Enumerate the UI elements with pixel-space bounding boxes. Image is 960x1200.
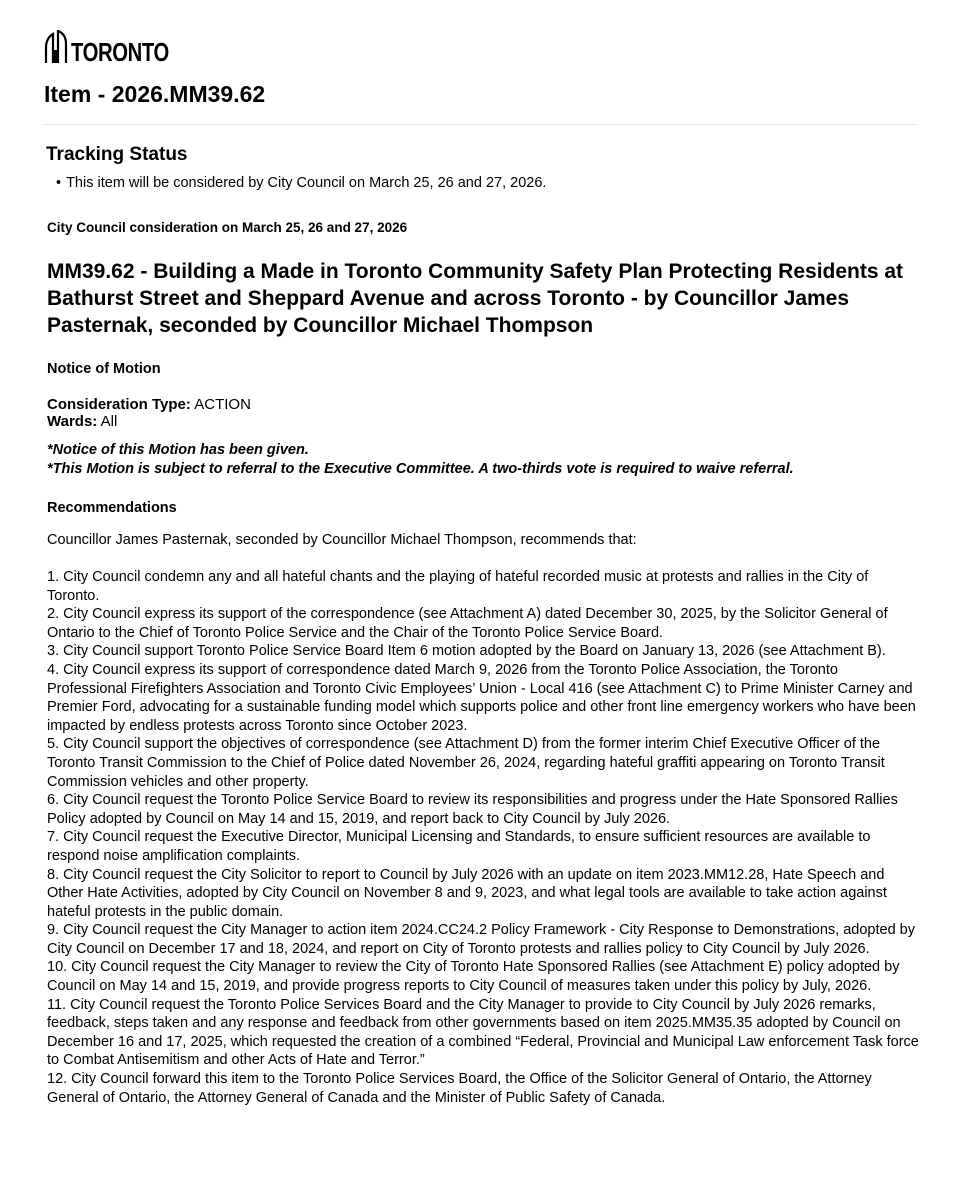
recommendation-item: 6. City Council request the Toronto Police Service Board to review its responsibilities and progress under the Hate Sponsored Rallies Policy adopted by Council on May 14 and 15, 2019, and report back to City Council by July 2026. [47, 792, 898, 827]
recommendation-item: 9. City Council request the City Manager to action item 2024.CC24.2 Policy Framework - City Response to Demonstrations, adopted by City Council on December 17 and 18, 2024, and report on City of Toronto protests and rallies policy to City Council by July 2026. [47, 922, 915, 957]
tracking-status-list [56, 174, 546, 192]
recommendation-item: 2. City Council express its support of the correspondence (see Attachment A) dated December 30, 2025, by the Solicitor General of Ontario to the Chief of Toronto Police Service and the Chair of the Toronto Police Service Board. [47, 606, 888, 641]
divider [44, 124, 918, 125]
consideration-type-value: ACTION [194, 396, 251, 413]
city-hall-icon [44, 30, 68, 64]
recommendations-intro: Councillor James Pasternak, seconded by Councillor Michael Thompson, recommends that: [47, 532, 637, 548]
consideration-type-key: Consideration Type: [47, 396, 191, 413]
recommendation-item: 12. City Council forward this item to the Toronto Police Services Board, the Office of the Solicitor General of Ontario, the Attorney General of Ontario, the Attorney General of Canada and the Minister of Public Safety of Canada. [47, 1071, 872, 1106]
recommendation-item: 10. City Council request the City Manager to review the City of Toronto Hate Sponsored Rallies (see Attachment E) policy adopted by Council on May 14 and 15, 2019, and provide progress reports to City Council of measures taken under this policy by July, 2026. [47, 959, 900, 995]
motion-note: *This Motion is subject to referral to the Executive Committee. A two-thirds vote is required to waive referral. [47, 460, 794, 477]
motion-notes [47, 441, 794, 478]
recommendation-item: 8. City Council request the City Solicitor to report to Council by July 2026 with an update on item 2023.MM12.28, Hate Speech and Other Hate Activities, adopted by City Council on November 8 and 9, 2023, and what legal tools are available to take action against hateful protests in the public domain. [47, 866, 887, 920]
motion-title: MM39.62 - Building a Made in Toronto Community Safety Plan Protecting Residents at Bathurst Street and Sheppard Avenue and across Toronto - by Councillor James Pasternak, seconded by Councillor Michael Thompson [47, 260, 904, 337]
recommendation-item: 5. City Council support the objectives of correspondence (see Attachment D) from the former interim Chief Executive Officer of the Toronto Transit Commission to the Chief of Police dated November 26, 2024, regarding hateful graffiti appearing on Toronto Transit Commission vehicles and other property. [47, 736, 885, 790]
recommendations-heading: Recommendations [47, 500, 177, 516]
notice-of-motion-label: Notice of Motion [47, 361, 161, 377]
wards-value: All [100, 412, 118, 430]
item-title: Item - 2026.MM39.62 [44, 81, 266, 107]
recommendations-list [47, 568, 921, 1107]
city-logo [44, 28, 197, 67]
motion-metadata [47, 397, 251, 430]
tracking-status-item: • This item will be considered by City Council on March 25, 26 and 27, 2026. [56, 174, 546, 192]
tracking-status-heading: Tracking Status [46, 144, 188, 165]
recommendation-item: 11. City Council request the Toronto Police Services Board and the City Manager to provide to City Council by July 2026 remarks, feedback, steps taken and any response and feedback from other governments based on item 2025.MM35.35 adopted by Council on December 16 and 17, 2025, which requested the creation of a combined “Federal, Provincial and Municipal Law enforcement Task force to Combat Antisemitism and other Acts of Hate and Terror.” [47, 996, 919, 1069]
motion-note: *Notice of this Motion has been given. [47, 442, 309, 458]
wards-key: Wards: [47, 412, 98, 430]
recommendation-item: 4. City Council express its support of correspondence dated March 9, 2026 from the Toronto Police Association, the Toronto Professional Firefighters Association and Toronto Civic Employees’ Union - Local 416 (see Attachment C) to Prime Minister Carney and Premier Ford, advocating for a sustainable funding model which supports police and other front line emergency workers who have been impacted by endless protests across Toronto since October 2023. [47, 661, 916, 734]
wards-row [47, 414, 251, 431]
recommendation-item: 1. City Council condemn any and all hateful chants and the playing of hateful recorded music at protests and rallies in the City of Toronto. [47, 569, 869, 604]
recommendation-item: 7. City Council request the Executive Director, Municipal Licensing and Standards, to ensure sufficient resources are available to respond noise amplification complaints. [47, 829, 871, 864]
consideration-label: City Council consideration on March 25, 26 and 27, 2026 [47, 220, 408, 235]
logo-wordmark: TORONTO [71, 37, 169, 67]
recommendation-item: 3. City Council support Toronto Police Service Board Item 6 motion adopted by the Board on January 13, 2026 (see Attachment B). [47, 643, 886, 660]
consideration-type-row [47, 397, 251, 414]
